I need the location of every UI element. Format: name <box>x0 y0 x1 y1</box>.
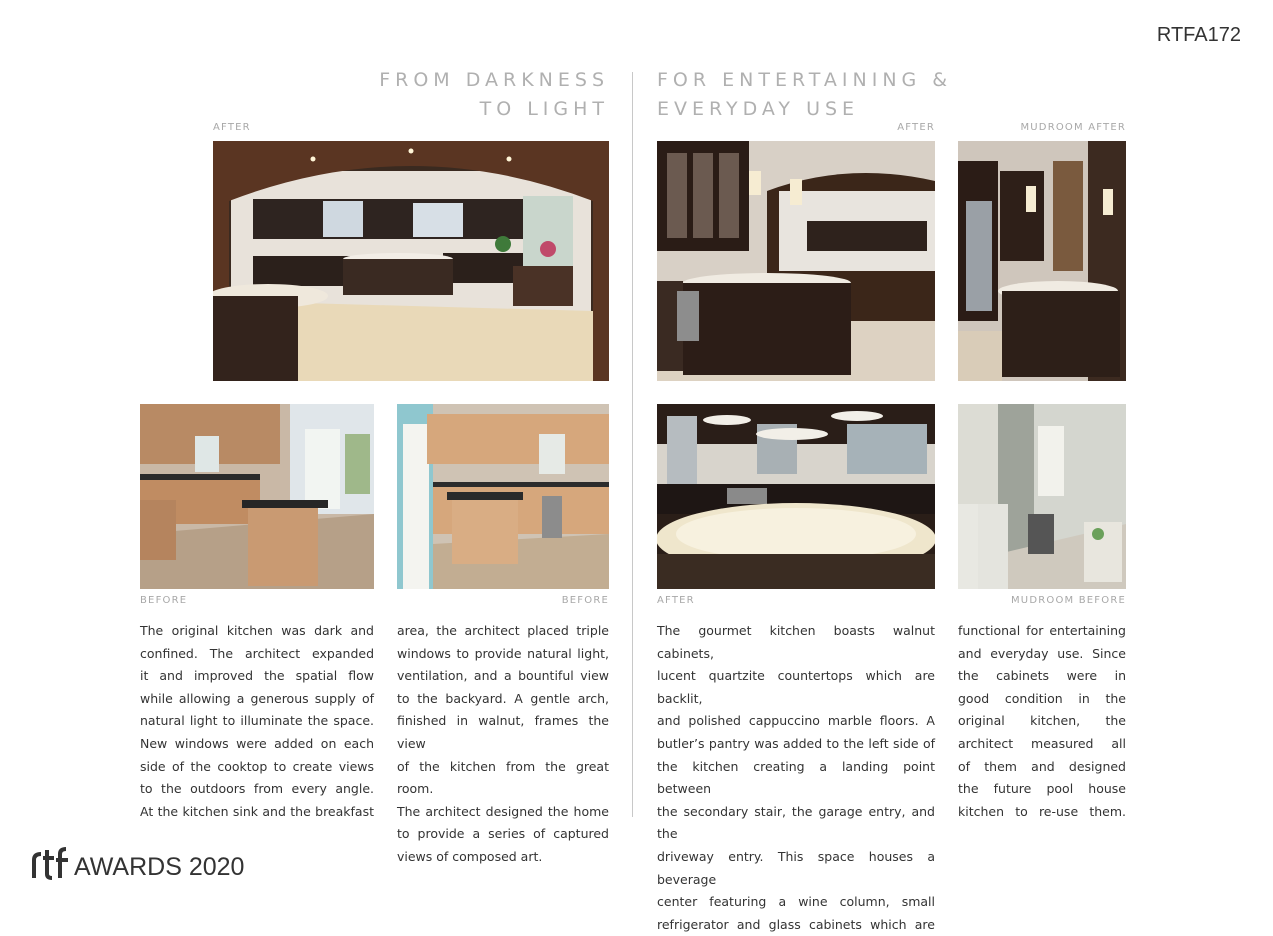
photo-mudroom-after <box>958 141 1126 381</box>
heading-right-line-1: FOR ENTERTAINING & <box>657 69 953 91</box>
text-line: functional for entertaining <box>958 623 1126 638</box>
text-line: good condition in the <box>958 690 1126 706</box>
caption-mudroom-after: MUDROOM AFTER <box>1020 122 1126 133</box>
rtf-logo-mark-icon <box>32 846 70 880</box>
caption-mudroom-before: MUDROOM BEFORE <box>1010 595 1126 606</box>
text-line: original kitchen, the <box>958 713 1126 729</box>
text-column-3 <box>657 620 935 936</box>
text-column-1 <box>140 620 374 823</box>
text-line: the secondary stair, the garage entry, and the <box>657 803 935 842</box>
text-line: center featuring a wine column, small <box>657 894 935 910</box>
photo-kitchen-after-island <box>657 141 935 381</box>
heading-left-line-2: TO LIGHT <box>479 98 609 120</box>
text-line: At the kitchen sink and the breakfast <box>140 803 374 819</box>
heading-left-line-1: FROM DARKNESS <box>379 69 609 91</box>
caption-right-after: AFTER <box>897 122 935 133</box>
text-line: confined. The architect expanded <box>140 645 374 661</box>
logo-text: AWARDS 2020 <box>74 853 245 881</box>
text-line: windows to provide natural light, <box>397 645 609 661</box>
heading-right <box>657 66 952 124</box>
text-line: kitchen to re-use them. <box>958 803 1126 819</box>
text-line: finished in walnut, frames the view <box>397 713 609 751</box>
photo-kitchen-after-wide <box>213 141 609 381</box>
text-line: while allowing a generous supply of <box>140 690 374 706</box>
text-line: ventilation, and a bountiful view <box>397 668 609 684</box>
text-line: side of the cooktop to create views <box>140 758 374 774</box>
text-column-2 <box>397 620 609 869</box>
caption-before-1: BEFORE <box>140 595 188 606</box>
text-line: butler’s pantry was added to the left side of <box>657 735 935 751</box>
heading-left <box>379 66 609 124</box>
text-line: New windows were added on each <box>140 735 374 751</box>
text-line: of the kitchen from the great room. <box>397 758 609 797</box>
caption-main-after: AFTER <box>213 122 251 133</box>
text-line: of them and designed <box>958 758 1126 774</box>
vertical-divider <box>632 72 633 817</box>
text-line: it and improved the spatial flow <box>140 668 374 684</box>
photo-island-after <box>657 404 935 589</box>
photo-mudroom-before <box>958 404 1126 589</box>
caption-before-2: BEFORE <box>561 595 609 606</box>
text-line: architect measured all <box>958 735 1126 751</box>
text-line: the future pool house <box>958 781 1126 797</box>
text-line: the kitchen creating a landing point between <box>657 758 935 797</box>
text-line: The original kitchen was dark and <box>140 623 374 638</box>
text-line: to the backyard. A gentle arch, <box>397 690 609 706</box>
text-line: the cabinets were in <box>958 668 1126 684</box>
text-line: lucent quartzite countertops which are backlit, <box>657 668 935 706</box>
text-line: views of composed art. <box>397 848 543 864</box>
rtf-awards-logo <box>32 846 244 880</box>
text-line: to the outdoors from every angle. <box>140 781 374 797</box>
project-code: RTFA172 <box>1156 24 1241 46</box>
text-line: and polished cappuccino marble floors. A <box>657 713 935 729</box>
text-line: area, the architect placed triple <box>397 623 609 638</box>
text-line: and everyday use. Since <box>958 645 1126 661</box>
text-line: to provide a series of captured <box>397 826 609 842</box>
text-line: refrigerator and glass cabinets which are <box>657 916 935 932</box>
text-column-4 <box>958 620 1126 823</box>
text-line: The gourmet kitchen boasts walnut cabinets, <box>657 623 935 661</box>
caption-island-after: AFTER <box>657 595 695 606</box>
text-line: The architect designed the home <box>397 803 609 819</box>
text-line: natural light to illuminate the space. <box>140 713 374 729</box>
heading-right-line-2: EVERYDAY USE <box>657 98 860 120</box>
photo-kitchen-before-1 <box>140 404 374 589</box>
photo-kitchen-before-2 <box>397 404 609 589</box>
text-line: driveway entry. This space houses a beverage <box>657 848 935 887</box>
